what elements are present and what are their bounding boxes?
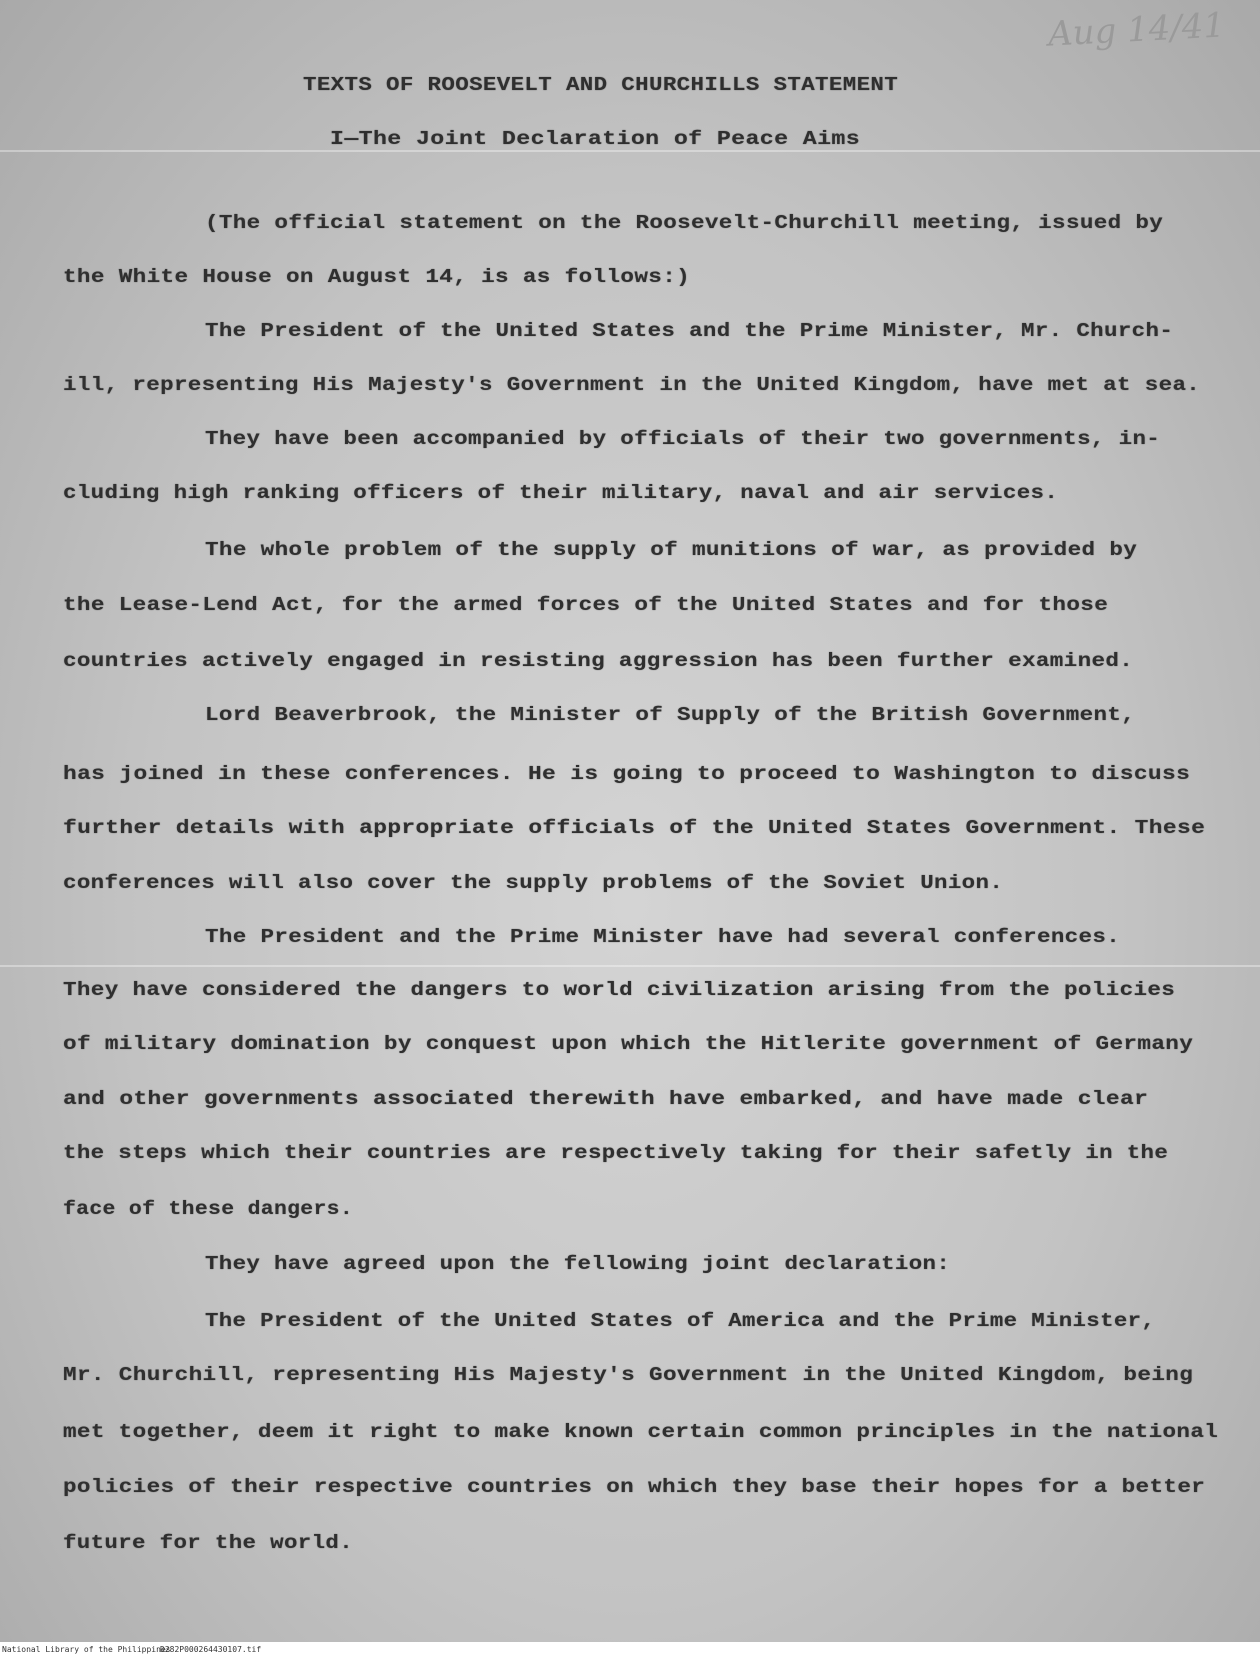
text-line: They have been accompanied by officials of their two governments, in- [205, 428, 1161, 450]
file-id: D282P000264430107.tif [160, 1645, 262, 1654]
document-subtitle: I—The Joint Declaration of Peace Aims [330, 128, 861, 150]
text-line: They have considered the dangers to world civilization arising from the policies [63, 979, 1176, 1001]
text-line: has joined in these conferences. He is going to proceed to Washington to discuss [63, 763, 1191, 785]
scan-footer [0, 1642, 1260, 1658]
text-line: (The official statement on the Roosevelt-Churchill meeting, issued by [205, 212, 1164, 234]
text-line: of military domination by conquest upon which the Hitlerite government of Germany [63, 1033, 1194, 1055]
text-line: further details with appropriate officials of the United States Government. These [63, 817, 1206, 839]
text-line: Lord Beaverbrook, the Minister of Supply of the British Government, [205, 704, 1136, 726]
text-line: the White House on August 14, is as follows:) [63, 266, 691, 288]
text-line: The President of the United States of America and the Prime Minister, [205, 1310, 1156, 1332]
text-line: and other governments associated therewith have embarked, and have made clear [63, 1088, 1149, 1110]
library-credit: National Library of the Philippines [2, 1645, 171, 1654]
document-title: TEXTS OF ROOSEVELT AND CHURCHILLS STATEMENT [303, 74, 899, 96]
text-line: cluding high ranking officers of their military, naval and air services. [63, 482, 1059, 504]
text-line: The President of the United States and the Prime Minister, Mr. Church- [205, 320, 1174, 342]
text-line: conferences will also cover the supply problems of the Soviet Union. [63, 872, 1004, 894]
text-line: countries actively engaged in resisting aggression has been further examined. [63, 650, 1134, 672]
text-line: The President and the Prime Minister have had several conferences. [205, 926, 1121, 948]
text-line: Mr. Churchill, representing His Majesty's Government in the United Kingdom, being [63, 1364, 1194, 1386]
text-line: They have agreed upon the fellowing joint declaration: [205, 1253, 951, 1275]
text-line: The whole problem of the supply of munitions of war, as provided by [205, 539, 1138, 561]
handwritten-date-note: Aug 14/41 [1047, 5, 1226, 55]
text-line: the steps which their countries are respectively taking for their safetly in the [63, 1142, 1169, 1164]
text-line: met together, deem it right to make known certain common principles in the national [63, 1421, 1219, 1443]
text-line: face of these dangers. [63, 1198, 354, 1220]
text-line: policies of their respective countries on which they base their hopes for a better [63, 1476, 1206, 1498]
text-line: the Lease-Lend Act, for the armed forces of the United States and for those [63, 594, 1109, 616]
text-line: future for the world. [63, 1532, 354, 1554]
text-line: ill, representing His Majesty's Government in the United Kingdom, have met at sea. [63, 374, 1201, 396]
